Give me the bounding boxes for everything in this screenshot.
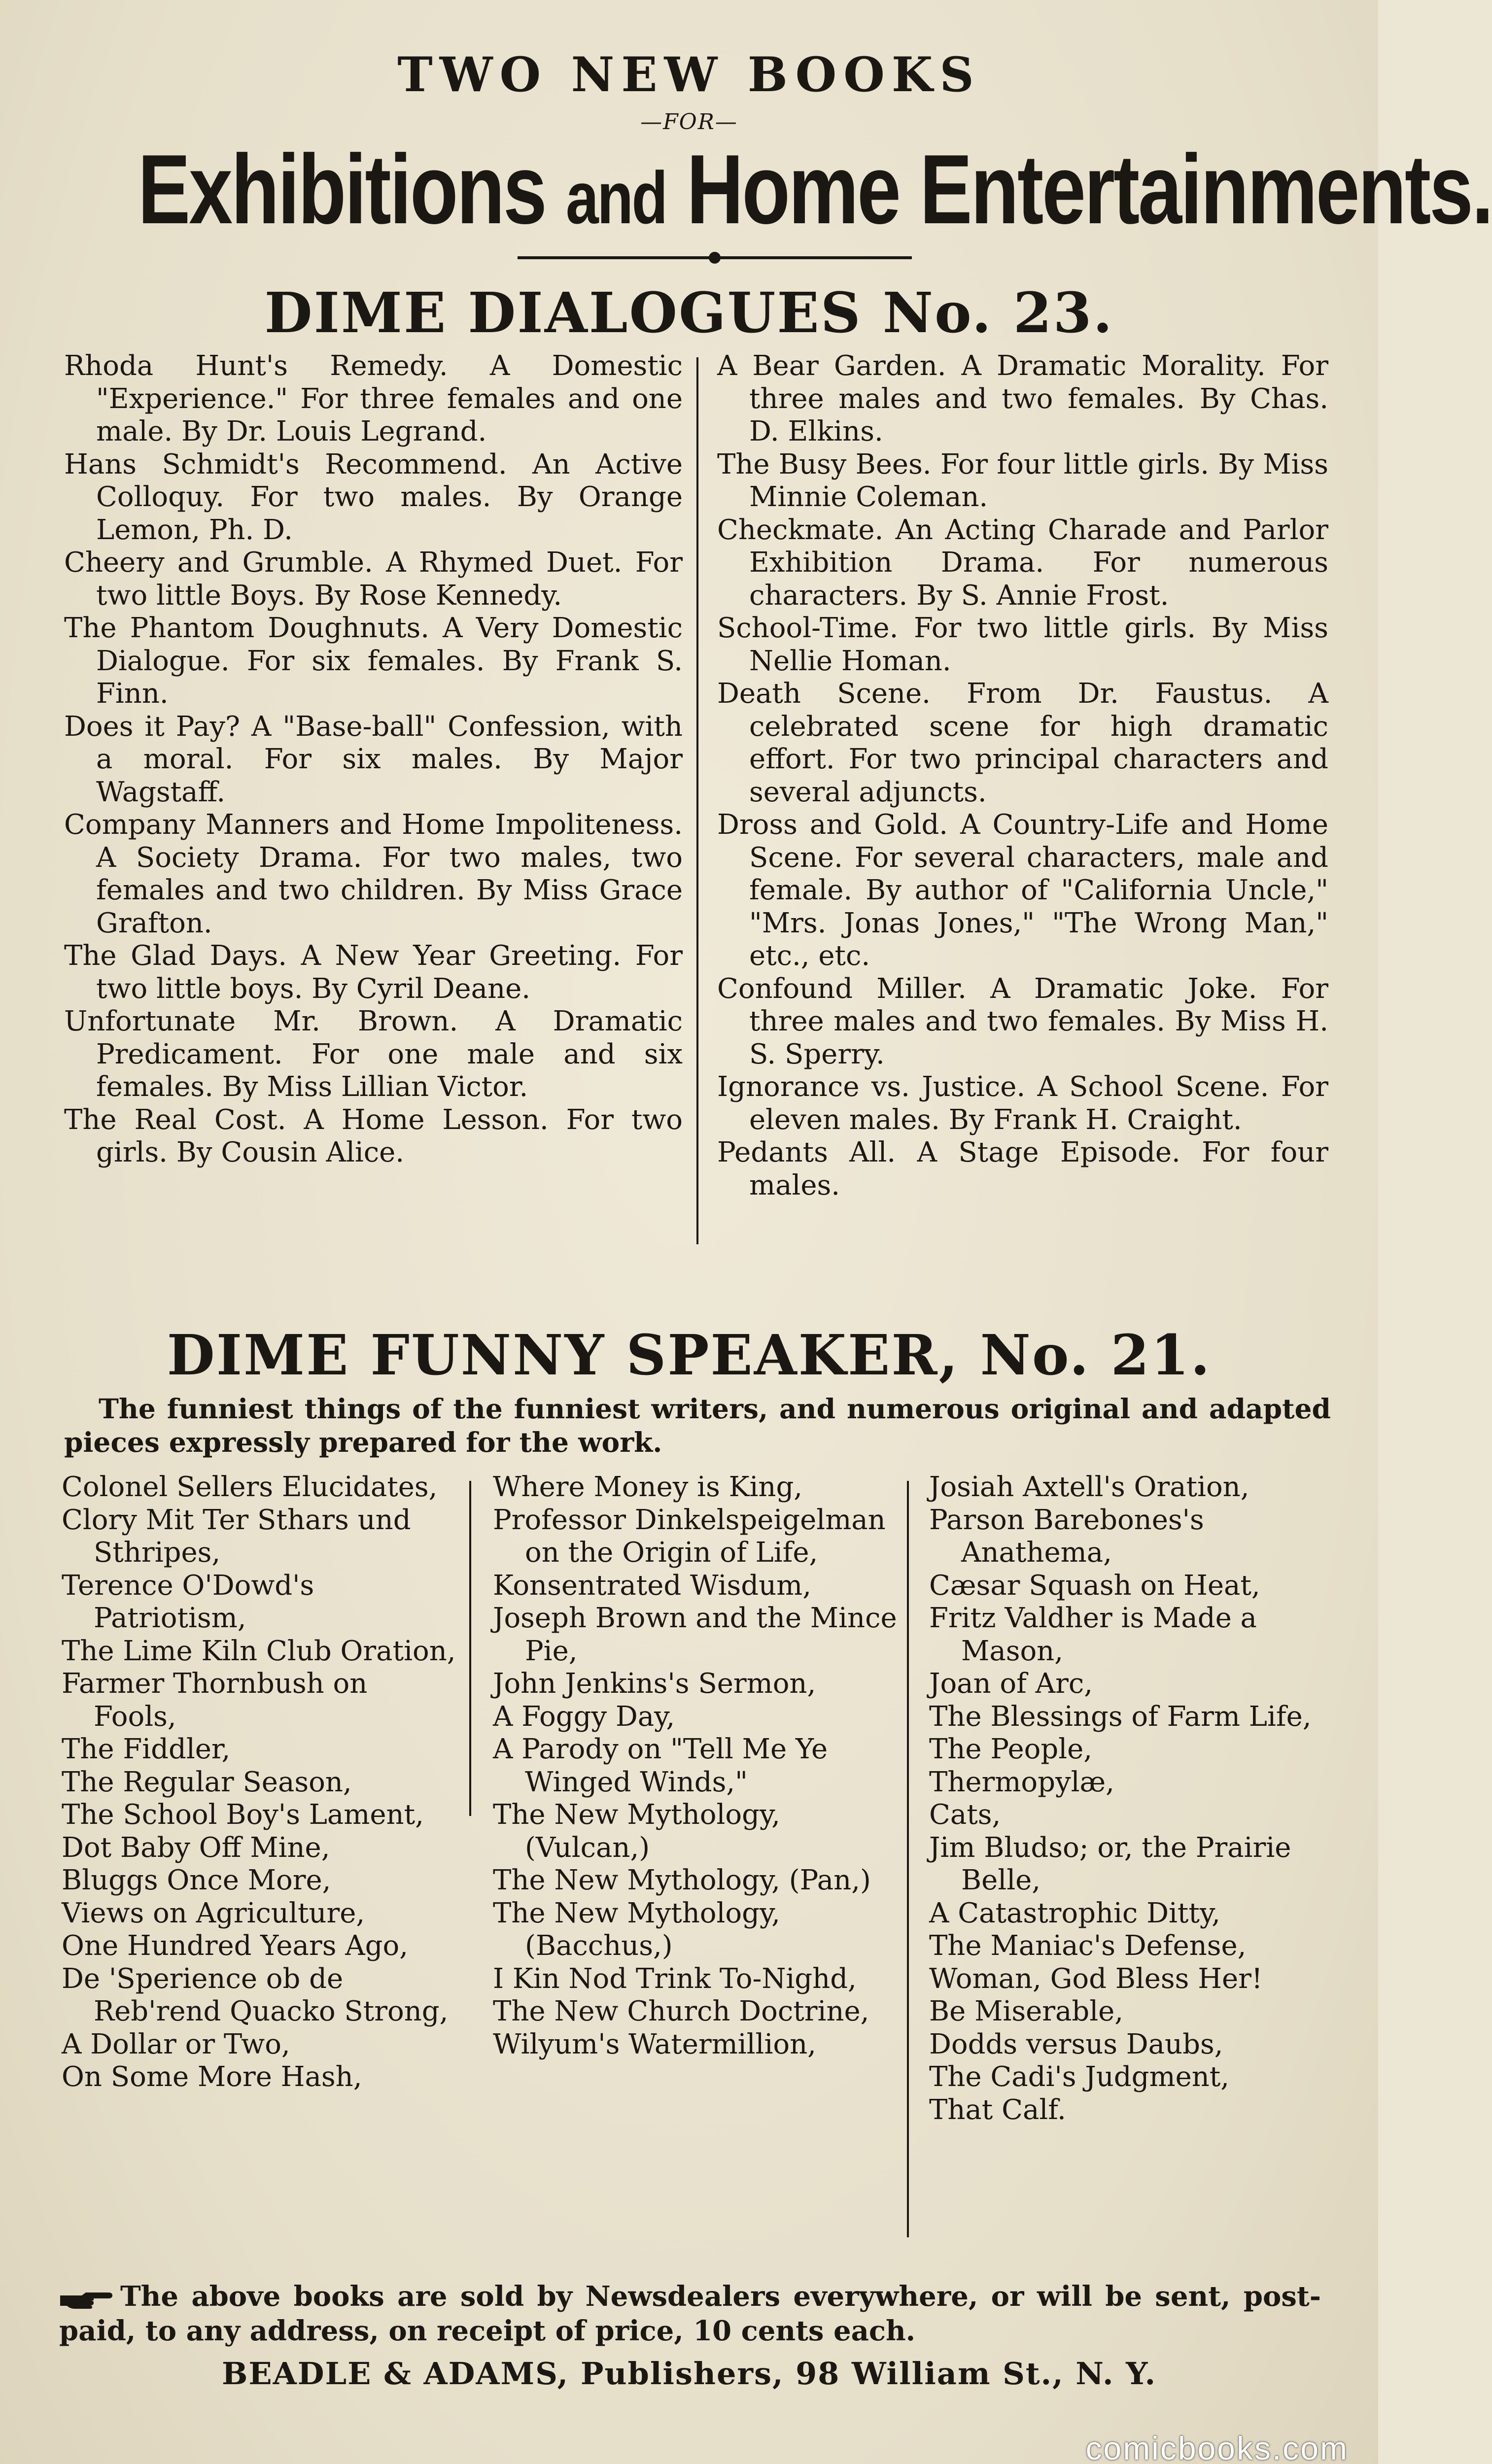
- ornamental-rule: [518, 256, 912, 259]
- list-item: Woman, God Bless Her!: [929, 1962, 1263, 1995]
- list-item: Rhoda Hunt's Remedy. A Domestic "Experience." For three females and one male. By Dr. Louis Legrand.: [64, 350, 683, 447]
- list-item: A Dollar or Two,: [62, 2028, 290, 2060]
- list-item: Pedants All. A Stage Episode. For four males.: [717, 1136, 1328, 1201]
- list-item: Parson Barebones's Anathema,: [929, 1504, 1204, 1569]
- list-item: A Foggy Day,: [493, 1700, 675, 1733]
- list-item: Professor Dinkelspeigelman on the Origin of Life,: [493, 1504, 886, 1569]
- list-item: A Parody on "Tell Me Ye Winged Winds,": [493, 1733, 828, 1798]
- list-item: Wilyum's Watermillion,: [493, 2028, 816, 2060]
- column-divider: [696, 357, 698, 1244]
- list-item: The Blessings of Farm Life,: [929, 1700, 1312, 1733]
- list-item: Cæsar Squash on Heat,: [929, 1569, 1260, 1602]
- list-item: Clory Mit Ter Sthars und Sthripes,: [62, 1504, 411, 1569]
- list-item: The Regular Season,: [62, 1766, 352, 1798]
- list-item: That Calf.: [929, 2093, 1066, 2126]
- column-divider: [907, 1481, 909, 2237]
- list-item: Terence O'Dowd's Patriotism,: [62, 1569, 314, 1634]
- list-item: The Real Cost. A Home Lesson. For two girls. By Cousin Alice.: [64, 1103, 683, 1168]
- list-item: The Phantom Doughnuts. A Very Domestic Dialogue. For six females. By Frank S. Finn.: [64, 612, 683, 710]
- list-item: Ignorance vs. Justice. A School Scene. For eleven males. By Frank H. Craight.: [717, 1071, 1328, 1136]
- list-item: Joseph Brown and the Mince Pie,: [493, 1602, 897, 1667]
- list-item: Hans Schmidt's Recommend. An Active Colloquy. For two males. By Orange Lemon, Ph. D.: [64, 448, 683, 546]
- list-item: Colonel Sellers Elucidates,: [62, 1471, 438, 1503]
- list-item: Be Miserable,: [929, 1995, 1124, 2027]
- speaker-column-1: [62, 1471, 458, 2094]
- column-divider: [469, 1481, 471, 1816]
- speaker-column-3: [929, 1471, 1328, 2126]
- list-item: The Fiddler,: [62, 1733, 231, 1765]
- list-item: The School Boy's Lament,: [62, 1799, 424, 1831]
- list-item: On Some More Hash,: [62, 2061, 362, 2093]
- headline: TWO NEW BOOKS: [397, 47, 981, 103]
- watermark: comicbooks.com: [1085, 2430, 1349, 2464]
- list-item: I Kin Nod Trink To-Nighd,: [493, 1962, 857, 1995]
- list-item: Farmer Thornbush on Fools,: [62, 1668, 368, 1733]
- list-item: Confound Miller. A Dramatic Joke. For three males and two females. By Miss H. S. Sperry.: [717, 972, 1328, 1070]
- pointing-hand-icon: [59, 2289, 113, 2308]
- list-item: De 'Sperience ob de Reb'rend Quacko Strong,: [62, 1962, 449, 2027]
- list-item: Fritz Valdher is Made a Mason,: [929, 1602, 1257, 1667]
- title-part2: Home Entertainments.: [686, 135, 1492, 244]
- list-item: The Busy Bees. For four little girls. By Miss Minnie Coleman.: [717, 448, 1328, 513]
- list-item: Jim Bludso; or, the Prairie Belle,: [929, 1831, 1291, 1896]
- list-item: The People,: [929, 1733, 1093, 1765]
- speaker-intro: The funniest things of the funniest writers, and numerous original and adapted pieces expressly prepared for the work.: [64, 1393, 1331, 1458]
- list-item: Dross and Gold. A Country-Life and Home Scene. For several characters, male and female. By author of "California Uncle," "Mrs. Jonas Jones," "The Wrong Man," etc., etc.: [717, 809, 1328, 972]
- list-item: The New Mythology, (Pan,): [493, 1864, 871, 1896]
- list-item: Company Manners and Home Impoliteness. A Society Drama. For two males, two females and two children. By Miss Grace Grafton.: [64, 809, 683, 939]
- list-item: Checkmate. An Acting Charade and Parlor Exhibition Drama. For numerous characters. By S. Annie Frost.: [717, 513, 1328, 612]
- list-item: Cats,: [929, 1799, 1001, 1831]
- list-item: Konsentrated Wisdum,: [493, 1569, 812, 1602]
- list-item: Death Scene. From Dr. Faustus. A celebrated scene for high dramatic effort. For two principal characters and several adjuncts.: [717, 678, 1328, 808]
- list-item: Does it Pay? A "Base-ball" Confession, with a moral. For six males. By Major Wagstaff.: [64, 710, 683, 808]
- publisher-line: BEADLE & ADAMS, Publishers, 98 William St., N. Y.: [221, 2356, 1157, 2392]
- speaker-title: DIME FUNNY SPEAKER, No. 21.: [167, 1323, 1212, 1388]
- list-item: Where Money is King,: [493, 1471, 803, 1503]
- dialogues-title: DIME DIALOGUES No. 23.: [264, 281, 1114, 345]
- list-item: John Jenkins's Sermon,: [493, 1668, 816, 1700]
- rule-dot: [709, 252, 721, 264]
- list-item: School-Time. For two little girls. By Miss Nellie Homan.: [717, 612, 1328, 677]
- list-item: One Hundred Years Ago,: [62, 1930, 409, 1962]
- list-item: Dot Baby Off Mine,: [62, 1831, 330, 1864]
- list-item: The Cadi's Judgment,: [929, 2061, 1230, 2093]
- footer-notice: [59, 2279, 1321, 2348]
- list-item: Joan of Arc,: [929, 1668, 1093, 1700]
- for-line: —FOR—: [640, 109, 738, 135]
- list-item: Thermopylæ,: [929, 1766, 1114, 1798]
- dialogues-left-column: [64, 350, 683, 1169]
- list-item: Dodds versus Daubs,: [929, 2028, 1223, 2060]
- list-item: The New Mythology, (Bacchus,): [493, 1897, 780, 1962]
- list-item: The Maniac's Defense,: [929, 1930, 1247, 1962]
- title-and: and: [565, 156, 666, 239]
- main-title: [138, 133, 1492, 246]
- list-item: Josiah Axtell's Oration,: [929, 1471, 1249, 1503]
- title-part1: Exhibitions: [138, 135, 546, 244]
- dialogues-right-column: [717, 350, 1328, 1202]
- footer-notice-text: The above books are sold by Newsdealers everywhere, or will be sent, post-paid, to any address, on receipt of price, 10 cents each.: [59, 2280, 1321, 2347]
- list-item: Unfortunate Mr. Brown. A Dramatic Predicament. For one male and six females. By Miss Lillian Victor.: [64, 1005, 683, 1103]
- list-item: The New Church Doctrine,: [493, 1995, 869, 2027]
- list-item: The Glad Days. A New Year Greeting. For two little boys. By Cyril Deane.: [64, 940, 683, 1005]
- list-item: The Lime Kiln Club Oration,: [62, 1635, 456, 1667]
- list-item: A Catastrophic Ditty,: [929, 1897, 1220, 1929]
- speaker-column-2: [493, 1471, 897, 2061]
- list-item: A Bear Garden. A Dramatic Morality. For three males and two females. By Chas. D. Elkins.: [717, 350, 1328, 447]
- list-item: Views on Agriculture,: [62, 1897, 365, 1929]
- list-item: Cheery and Grumble. A Rhymed Duet. For two little Boys. By Rose Kennedy.: [64, 547, 683, 612]
- list-item: Bluggs Once More,: [62, 1864, 331, 1896]
- list-item: The New Mythology, (Vulcan,): [493, 1799, 780, 1864]
